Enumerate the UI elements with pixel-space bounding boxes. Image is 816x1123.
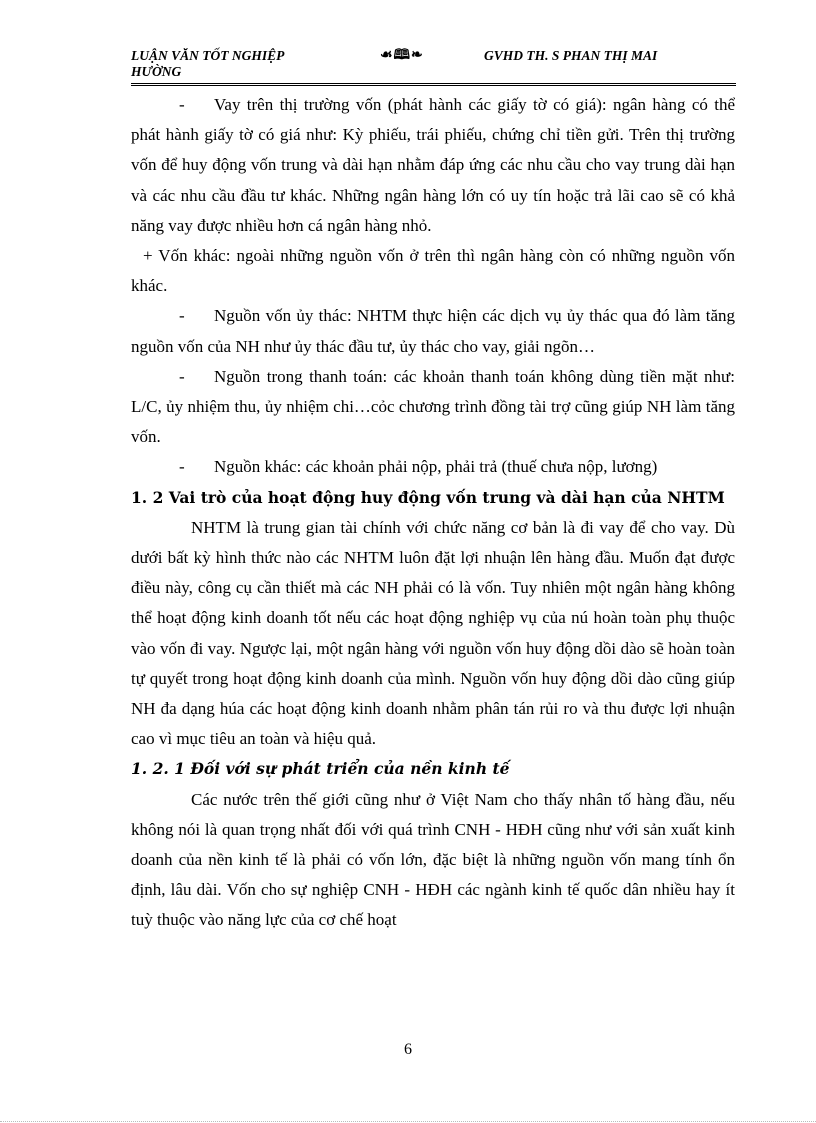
paragraph-text: Nguồn khác: các khoản phải nộp, phải trả (thuế chưa nộp, lương) [214,457,658,477]
paragraph-role: NHTM là trung gian tài chính với chức năng cơ bản là đi vay để cho vay. Dù dưới bất kỳ hình thức nào các NHTM luôn đặt lợi nhuận lên hàng đầu. Muốn đạt được điều này, công cụ cần thiết mà các NH phải có là vốn. Tuy nhiên một ngân hàng không thể hoạt động kinh doanh tốt nếu các hoạt động nghiệp vụ của nú hoàn toàn phụ thuộc vào vốn đi vay. Ngược lại, một ngân hàng với nguồn vốn huy động dồi dào sẽ hoàn toàn tự quyết trong hoạt động kinh doanh của mình. Nguồn vốn huy động dồi dào cũng giúp NH đa dạng húa các hoạt động kinh doanh nhằm phân tán rủi ro và thu được lợi nhuận cao vì mục tiêu an toàn và hiệu quả. [131,517,735,749]
paragraph-trust-capital [131,301,735,361]
dash-bullet: - [179,366,185,386]
section-heading: 1. 2 Vai trò của hoạt động huy động vốn trung và dài hạn của NHTM [131,487,725,507]
paragraph-other-capital [131,241,735,301]
header-book-ornament-icon: ☙🕮❧ [380,48,424,63]
paragraph-payment-capital [131,362,735,453]
page-header [131,48,736,84]
page-bottom-border [0,1121,816,1122]
subsection-heading: 1. 2. 1 Đối với sự phát triển của nền kinh tế [131,759,510,779]
document-body [131,90,735,936]
dash-bullet: - [179,457,185,477]
paragraph-other-sources [131,452,735,482]
paragraph-capital-market [131,90,735,241]
dash-bullet: - [179,306,185,326]
page-number: 6 [404,1041,412,1058]
paragraph-economy: Các nước trên thế giới cũng như ở Việt Nam cho thấy nhân tố hàng đầu, nếu không nói là quan trọng nhất đối với quá trình CNH - HĐH cũng như với sản xuất kinh doanh của nền kinh tế là phải có vốn lớn, đặc biệt là những nguồn vốn mang tính ổn định, lâu dài. Vốn cho sự nghiệp CNH - HĐH các ngành kinh tế quốc dân nhiều hay ít tuỳ thuộc vào năng lực của cơ chế hoạt [131,789,735,930]
paragraph-text: + Vốn khác: ngoài những nguồn vốn ở trên thì ngân hàng còn có những nguồn vốn khác. [131,246,735,296]
header-divider [131,83,736,86]
paragraph-text: Nguồn trong thanh toán: các khoản thanh toán không dùng tiền mặt như: L/C, ủy nhiệm thu, ủy nhiệm chi…cỏc chương trình đồng tài trợ cũng giúp NH làm tăng vốn. [131,366,735,447]
header-supervisor: GVHD TH. S PHAN THỊ MAI [484,48,658,63]
paragraph-text: Nguồn vốn ủy thác: NHTM thực hiện các dịch vụ ủy thác qua đó làm tăng nguồn vốn của NH như ủy thác đầu tư, ủy thác cho vay, giải ngõn… [131,306,735,356]
header-thesis-title: LUẬN VĂN TỐT NGHIỆP HƯỜNG [131,48,284,79]
dash-bullet: - [179,95,185,114]
paragraph-text: Vay trên thị trường vốn (phát hành các giấy tờ có giá): ngân hàng có thể phát hành giấy tờ có giá như: Kỳ phiếu, trái phiếu, chứng chỉ tiền gửi. Trên thị trường vốn để huy động vốn trung và dài hạn nhằm đáp ứng các nhu cầu cho vay trung dài hạn và các nhu cầu đầu tư khác. Những ngân hàng lớn có uy tín hoặc trả lãi cao sẽ có khả năng vay được nhiều hơn cá ngân hàng nhỏ. [131,95,735,235]
